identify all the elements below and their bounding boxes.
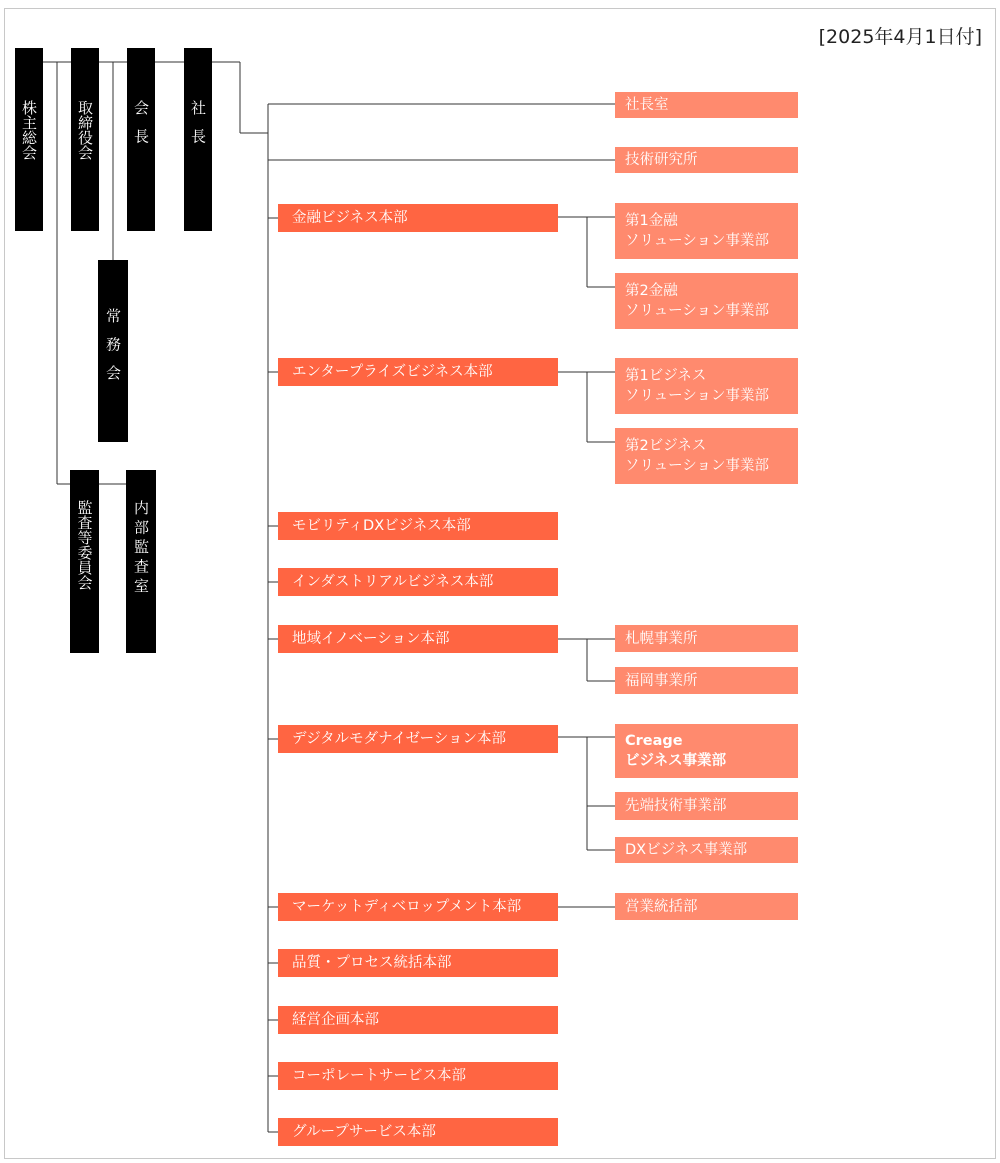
hq-mobility-dx-business: モビリティDXビジネス本部: [278, 512, 558, 540]
hq-enterprise-business: エンタープライズビジネス本部: [278, 358, 558, 386]
chairman-box: 会長: [127, 48, 155, 231]
hq-regional-innovation: 地域イノベーション本部: [278, 625, 558, 653]
hq-market-development: マーケットディベロップメント本部: [278, 893, 558, 921]
hq-group-services: グループサービス本部: [278, 1118, 558, 1146]
hq-corporate-services: コーポレートサービス本部: [278, 1062, 558, 1090]
technology-research-box: 技術研究所: [615, 147, 798, 173]
sub-dx-business: DXビジネス事業部: [615, 837, 798, 863]
hq-financial-business: 金融ビジネス本部: [278, 204, 558, 232]
sub-sapporo-office: 札幌事業所: [615, 625, 798, 652]
executive-committee-box: 常務会: [98, 260, 128, 442]
sub-advanced-technology: 先端技術事業部: [615, 792, 798, 820]
shareholders-meeting-box: 株主総会: [15, 48, 43, 231]
sub-business-solution-1: 第1ビジネス ソリューション事業部: [615, 358, 798, 414]
president-box: 社長: [184, 48, 212, 231]
audit-committee-box: 監査等委員会: [70, 470, 99, 653]
board-of-directors-box: 取締役会: [71, 48, 99, 231]
president-office-box: 社長室: [615, 92, 798, 118]
sub-business-solution-2: 第2ビジネス ソリューション事業部: [615, 428, 798, 484]
hq-industrial-business: インダストリアルビジネス本部: [278, 568, 558, 596]
sub-fukuoka-office: 福岡事業所: [615, 667, 798, 694]
sub-creage-business: Creage ビジネス事業部: [615, 724, 798, 778]
effective-date: [2025年4月1日付]: [818, 26, 982, 48]
hq-quality-process: 品質・プロセス統括本部: [278, 949, 558, 977]
sub-sales-management: 営業統括部: [615, 893, 798, 920]
hq-digital-modernization: デジタルモダナイゼーション本部: [278, 725, 558, 753]
sub-financial-solution-1: 第1金融 ソリューション事業部: [615, 203, 798, 259]
sub-financial-solution-2: 第2金融 ソリューション事業部: [615, 273, 798, 329]
hq-corporate-planning: 経営企画本部: [278, 1006, 558, 1034]
internal-audit-office-box: 内部監査室: [126, 470, 156, 653]
